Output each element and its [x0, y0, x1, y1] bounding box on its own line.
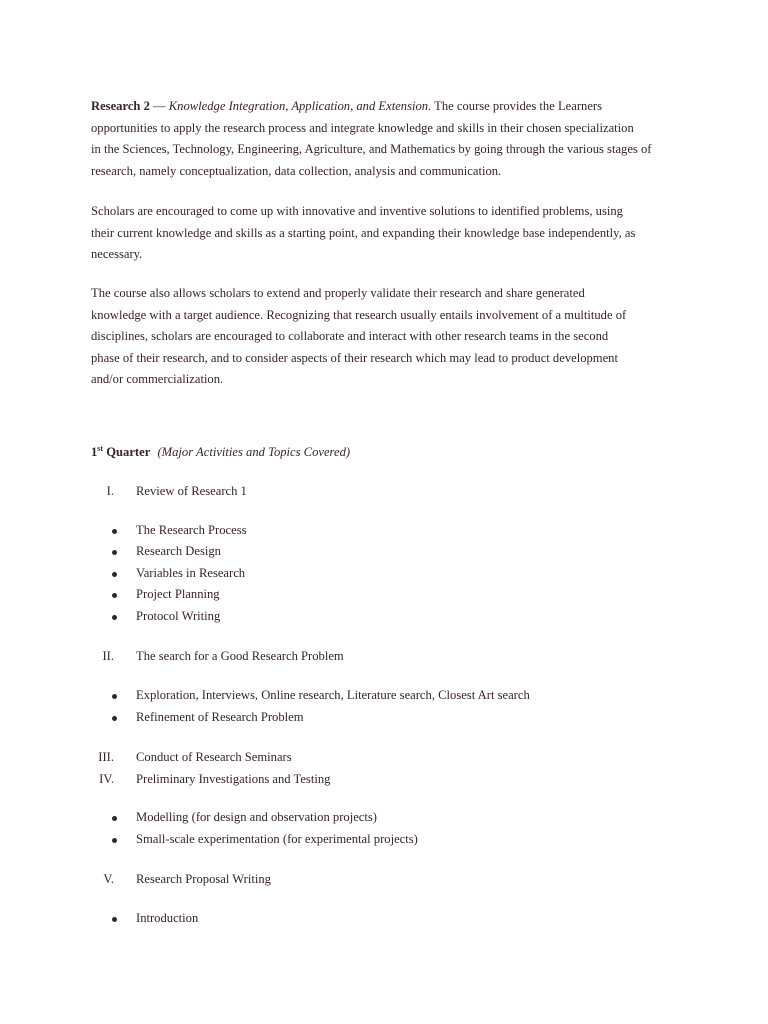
title-dash: —	[149, 99, 169, 113]
quarter-note: (Major Activities and Topics Covered)	[157, 445, 351, 459]
list-item-text: Variables in Research	[136, 566, 246, 580]
course-subtitle: Knowledge Integration, Application, and Extension.	[168, 99, 432, 113]
scholars-paragraph	[91, 201, 677, 266]
bullet-icon	[112, 838, 117, 843]
section-numeral: I.	[106, 484, 114, 498]
quarter-label: Quarter	[103, 445, 151, 459]
intro-line-1-rest: The course provides the Learners	[431, 99, 603, 113]
section-title: The search for a Good Research Problem	[136, 649, 344, 663]
list-item-text: Project Planning	[136, 587, 220, 601]
list-item-text: Protocol Writing	[136, 609, 221, 623]
bullet-icon	[112, 550, 117, 555]
intro-line: in the Sciences, Technology, Engineering, Agriculture, and Mathematics by going through the various stages of	[91, 142, 652, 157]
bullet-icon	[112, 615, 117, 620]
paragraph-line: and/or commercialization.	[91, 372, 224, 387]
list-item-text: Introduction	[136, 911, 199, 925]
list-item-text: Refinement of Research Problem	[136, 710, 304, 724]
paragraph-line: phase of their research, and to consider aspects of their research which may lead to product development	[91, 350, 618, 365]
list-item-text: Modelling (for design and observation projects)	[136, 810, 377, 824]
paragraph-line: The course also allows scholars to extend and properly validate their research and share generated	[91, 286, 585, 300]
course-title: Research 2	[91, 99, 150, 113]
section-numeral: III.	[98, 750, 114, 764]
section-title: Conduct of Research Seminars	[136, 750, 292, 764]
quarter-suffix: st	[97, 444, 104, 453]
section-title: Preliminary Investigations and Testing	[136, 772, 331, 786]
list-item-text: The Research Process	[136, 523, 247, 537]
course-extension-paragraph	[91, 283, 677, 391]
bullet-icon	[112, 816, 117, 821]
bullet-icon	[112, 572, 117, 577]
paragraph-line: disciplines, scholars are encouraged to collaborate and interact with other research teams in the second	[91, 329, 609, 344]
list-item-text: Research Design	[136, 544, 221, 558]
intro-line: opportunities to apply the research process and integrate knowledge and skills in their chosen specialization	[91, 120, 634, 135]
section-title: Research Proposal Writing	[136, 872, 271, 886]
bullet-icon	[112, 694, 117, 699]
bullet-icon	[112, 593, 117, 598]
bullet-icon	[112, 917, 117, 922]
section-numeral: II.	[102, 649, 114, 663]
intro-first-line	[91, 96, 677, 118]
paragraph-line: necessary.	[91, 247, 143, 262]
list-item-text: Small-scale experimentation (for experimental projects)	[136, 832, 418, 846]
bullet-icon	[112, 716, 117, 721]
section-title: Review of Research 1	[136, 484, 247, 498]
quarter-number: 1	[91, 445, 98, 459]
intro-paragraph	[91, 96, 677, 182]
bullet-icon	[112, 529, 117, 534]
list-item-text: Exploration, Interviews, Online research, Literature search, Closest Art search	[136, 688, 530, 702]
section-numeral: V.	[103, 872, 114, 886]
paragraph-line: knowledge with a target audience. Recognizing that research usually entails involvement of a multitude of	[91, 307, 627, 322]
section-numeral: IV.	[99, 772, 114, 786]
paragraph-line: Scholars are encouraged to come up with innovative and inventive solutions to identified problems, using	[91, 204, 623, 218]
intro-line: research, namely conceptualization, data collection, analysis and communication.	[91, 163, 502, 178]
paragraph-line: their current knowledge and skills as a starting point, and expanding their knowledge base independently, as	[91, 225, 636, 240]
quarter-heading	[91, 444, 350, 460]
